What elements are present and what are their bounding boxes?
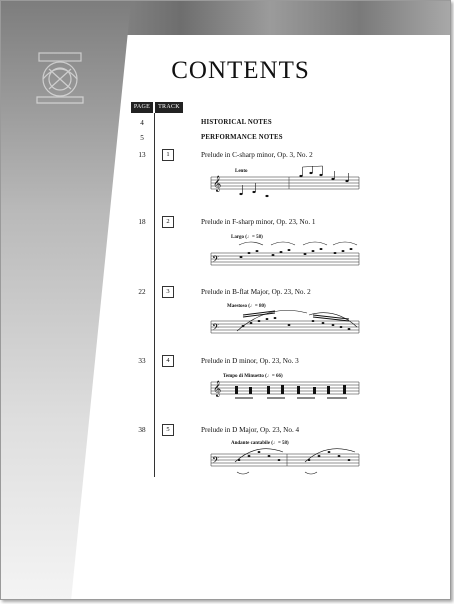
- track-number: 2: [162, 216, 174, 228]
- prelude-title: Prelude in C-sharp minor, Op. 3, No. 2: [201, 151, 313, 159]
- toc-entry-prelude-4[interactable]: [1, 355, 451, 369]
- svg-text:𝄢: 𝄢: [212, 255, 220, 267]
- track-number: 1: [162, 149, 174, 161]
- page-number: 5: [140, 134, 144, 142]
- toc-entry-prelude-2[interactable]: [1, 216, 451, 230]
- tempo-marking: Maestoso (♩= 80): [227, 304, 266, 309]
- music-incipit-3: [209, 301, 367, 339]
- prelude-title: Prelude in D Major, Op. 23, No. 4: [201, 426, 300, 434]
- music-incipit-4: [209, 370, 367, 408]
- toc-entry-prelude-3[interactable]: [1, 286, 451, 300]
- music-incipit-5: [209, 438, 367, 476]
- svg-text:𝄢: 𝄢: [212, 323, 220, 335]
- music-incipit-1: [209, 165, 367, 203]
- page-number: 4: [140, 119, 144, 127]
- toc-note-historical[interactable]: [1, 117, 451, 131]
- page-number: 22: [138, 288, 146, 296]
- page-column-header: PAGE: [131, 102, 153, 113]
- toc-entry-prelude-1[interactable]: [1, 149, 451, 163]
- page-number: 33: [138, 357, 146, 365]
- page-title: CONTENTS: [171, 57, 310, 84]
- tempo-marking: Lento: [235, 169, 248, 174]
- prelude-title: Prelude in B-flat Major, Op. 23, No. 2: [201, 288, 311, 296]
- toc-entry-prelude-5[interactable]: [1, 424, 451, 438]
- svg-text:𝄢: 𝄢: [212, 456, 220, 468]
- toc-note-performance[interactable]: [1, 132, 451, 146]
- track-number: 5: [162, 424, 174, 436]
- note-label: HISTORICAL NOTES: [201, 119, 272, 126]
- prelude-title: Prelude in D minor, Op. 23, No. 3: [201, 357, 299, 365]
- tempo-marking: Tempo di Minuetto (♩= 66): [223, 374, 283, 379]
- note-label: PERFORMANCE NOTES: [201, 134, 283, 141]
- tempo-marking: Largo (♩= 58): [231, 235, 263, 240]
- page-number: 38: [138, 426, 146, 434]
- music-incipit-2: [209, 231, 367, 269]
- tempo-marking: Andante cantabile (♩= 58): [231, 441, 289, 446]
- track-number: 4: [162, 355, 174, 367]
- track-column-header: TRACK: [155, 102, 183, 113]
- prelude-title: Prelude in F-sharp minor, Op. 23, No. 1: [201, 218, 316, 226]
- svg-text:𝄞: 𝄞: [213, 382, 222, 397]
- track-number: 3: [162, 286, 174, 298]
- page-number: 18: [138, 218, 146, 226]
- page-number: 13: [138, 151, 146, 159]
- svg-text:𝄞: 𝄞: [213, 177, 222, 192]
